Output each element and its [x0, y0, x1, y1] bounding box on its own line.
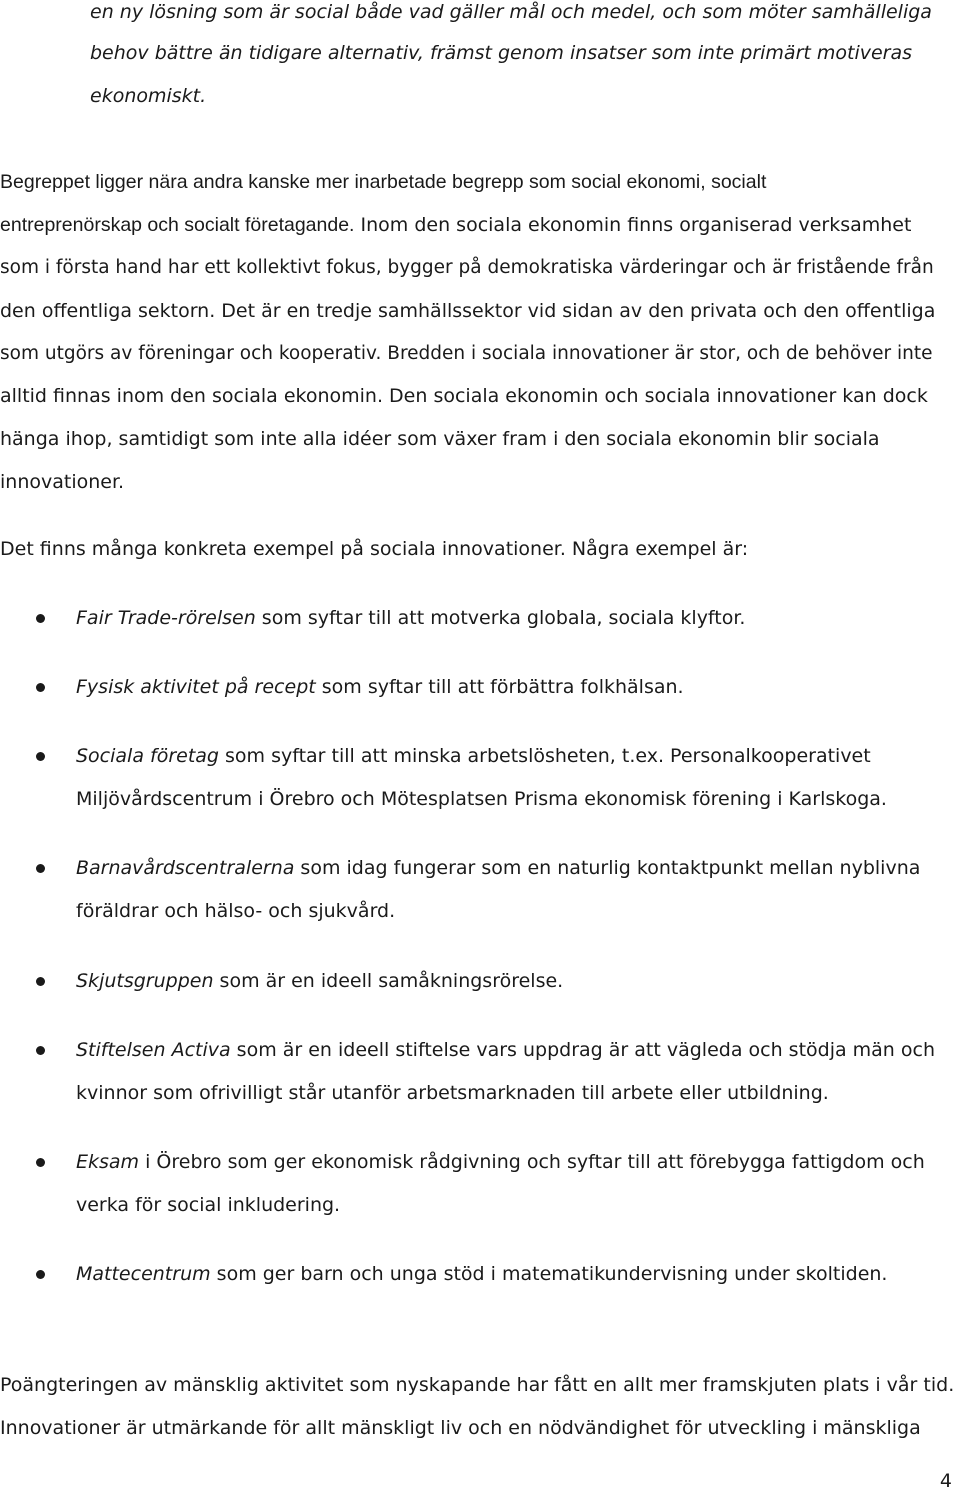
example-text: som ger barn och unga stöd i matematikundervisning under skoltiden.	[210, 1263, 888, 1285]
example-name: Stiftelsen Activa	[76, 1039, 231, 1061]
bullet-icon	[36, 1158, 45, 1167]
example-text: i Örebro som ger ekonomisk rådgivning och syftar till att förebygga fattigdom och	[139, 1151, 925, 1173]
list-item-line	[76, 606, 745, 630]
p3-line-2: Innovationer är utmärkande för allt mänskligt liv och en nödvändighet för utveckling i mänskliga	[0, 1417, 921, 1439]
list-item-line	[76, 856, 920, 880]
bullet-icon	[36, 683, 45, 692]
p2-line: Det finns många konkreta exempel på sociala innovationer. Några exempel är:	[0, 538, 749, 560]
p1-line-8: innovationer.	[0, 471, 125, 493]
example-text: som är en ideell samåkningsrörelse.	[213, 970, 564, 992]
example-text-line-2: Miljövårdscentrum i Örebro och Mötesplatsen Prisma ekonomisk förening i Karlskoga.	[76, 788, 887, 810]
bullet-icon	[36, 1046, 45, 1055]
list-item-line	[76, 1150, 925, 1174]
example-name: Fair Trade-rörelsen	[76, 607, 256, 629]
p1-line-2-part-b: Inom den sociala ekonomin finns organiserad verksamhet	[354, 214, 912, 236]
list-item-line	[76, 675, 684, 699]
p1-line-5: som utgörs av föreningar och kooperativ. Bredden i sociala innovationer är stor, och de behöver inte	[0, 343, 933, 364]
p1-line-7: hänga ihop, samtidigt som inte alla idéer som växer fram i den sociala ekonomin blir sociala	[0, 428, 880, 450]
list-item-line	[76, 1262, 887, 1286]
bullet-icon	[36, 752, 45, 761]
example-name: Eksam	[76, 1151, 140, 1173]
example-name: Sociala företag	[76, 745, 219, 767]
example-text-line-2: verka för social inkludering.	[76, 1194, 341, 1216]
example-text: som syftar till att förbättra folkhälsan.	[315, 676, 684, 698]
p1-line-6: alltid finnas inom den sociala ekonomin. Den sociala ekonomin och sociala innovationer kan dock	[0, 385, 928, 407]
p1-line-1: Begreppet ligger nära andra kanske mer inarbetade begrepp som social ekonomi, socialt	[0, 171, 767, 193]
example-text: som är en ideell stiftelse vars uppdrag är att vägleda och stödja män och	[230, 1039, 936, 1061]
example-text: som idag fungerar som en naturlig kontaktpunkt mellan nyblivna	[294, 857, 921, 879]
example-name: Mattecentrum	[76, 1263, 211, 1285]
bullet-icon	[36, 614, 45, 623]
quote-line-1: en ny lösning som är social både vad gäller mål och medel, och som möter samhälleliga	[90, 1, 932, 23]
list-item-line	[76, 969, 563, 993]
p1-line-4: den offentliga sektorn. Det är en tredje samhällssektor vid sidan av den privata och den offentliga	[0, 300, 936, 322]
quote-line-3: ekonomiskt.	[90, 85, 207, 107]
p1-line-2	[0, 213, 911, 237]
quote-line-2: behov bättre än tidigare alternativ, främst genom insatser som inte primärt motiveras	[90, 42, 913, 64]
example-text: som syftar till att minska arbetslösheten, t.ex. Personalkooperativet	[218, 745, 871, 767]
example-name: Barnavårdscentralerna	[76, 857, 295, 879]
bullet-icon	[36, 1270, 45, 1279]
page-number: 4	[939, 1470, 952, 1492]
bullet-icon	[36, 977, 45, 986]
example-text-line-2: kvinnor som ofrivilligt står utanför arbetsmarknaden till arbete eller utbildning.	[76, 1082, 829, 1104]
example-name: Fysisk aktivitet på recept	[76, 676, 316, 698]
list-item-line	[76, 1038, 935, 1062]
example-text: som syftar till att motverka globala, sociala klyftor.	[255, 607, 746, 629]
example-name: Skjutsgruppen	[76, 970, 214, 992]
list-item-line	[76, 744, 871, 768]
example-text-line-2: föräldrar och hälso- och sjukvård.	[76, 900, 396, 922]
p3-line-1: Poängteringen av mänsklig aktivitet som nyskapande har fått en allt mer framskjuten plats i vår tid.	[0, 1374, 955, 1396]
p1-line-3: som i första hand har ett kollektivt fokus, bygger på demokratiska värderingar och är fristående från	[0, 257, 934, 278]
bullet-icon	[36, 864, 45, 873]
p1-line-2-part-a: entreprenörskap och socialt företagande.	[0, 214, 355, 236]
